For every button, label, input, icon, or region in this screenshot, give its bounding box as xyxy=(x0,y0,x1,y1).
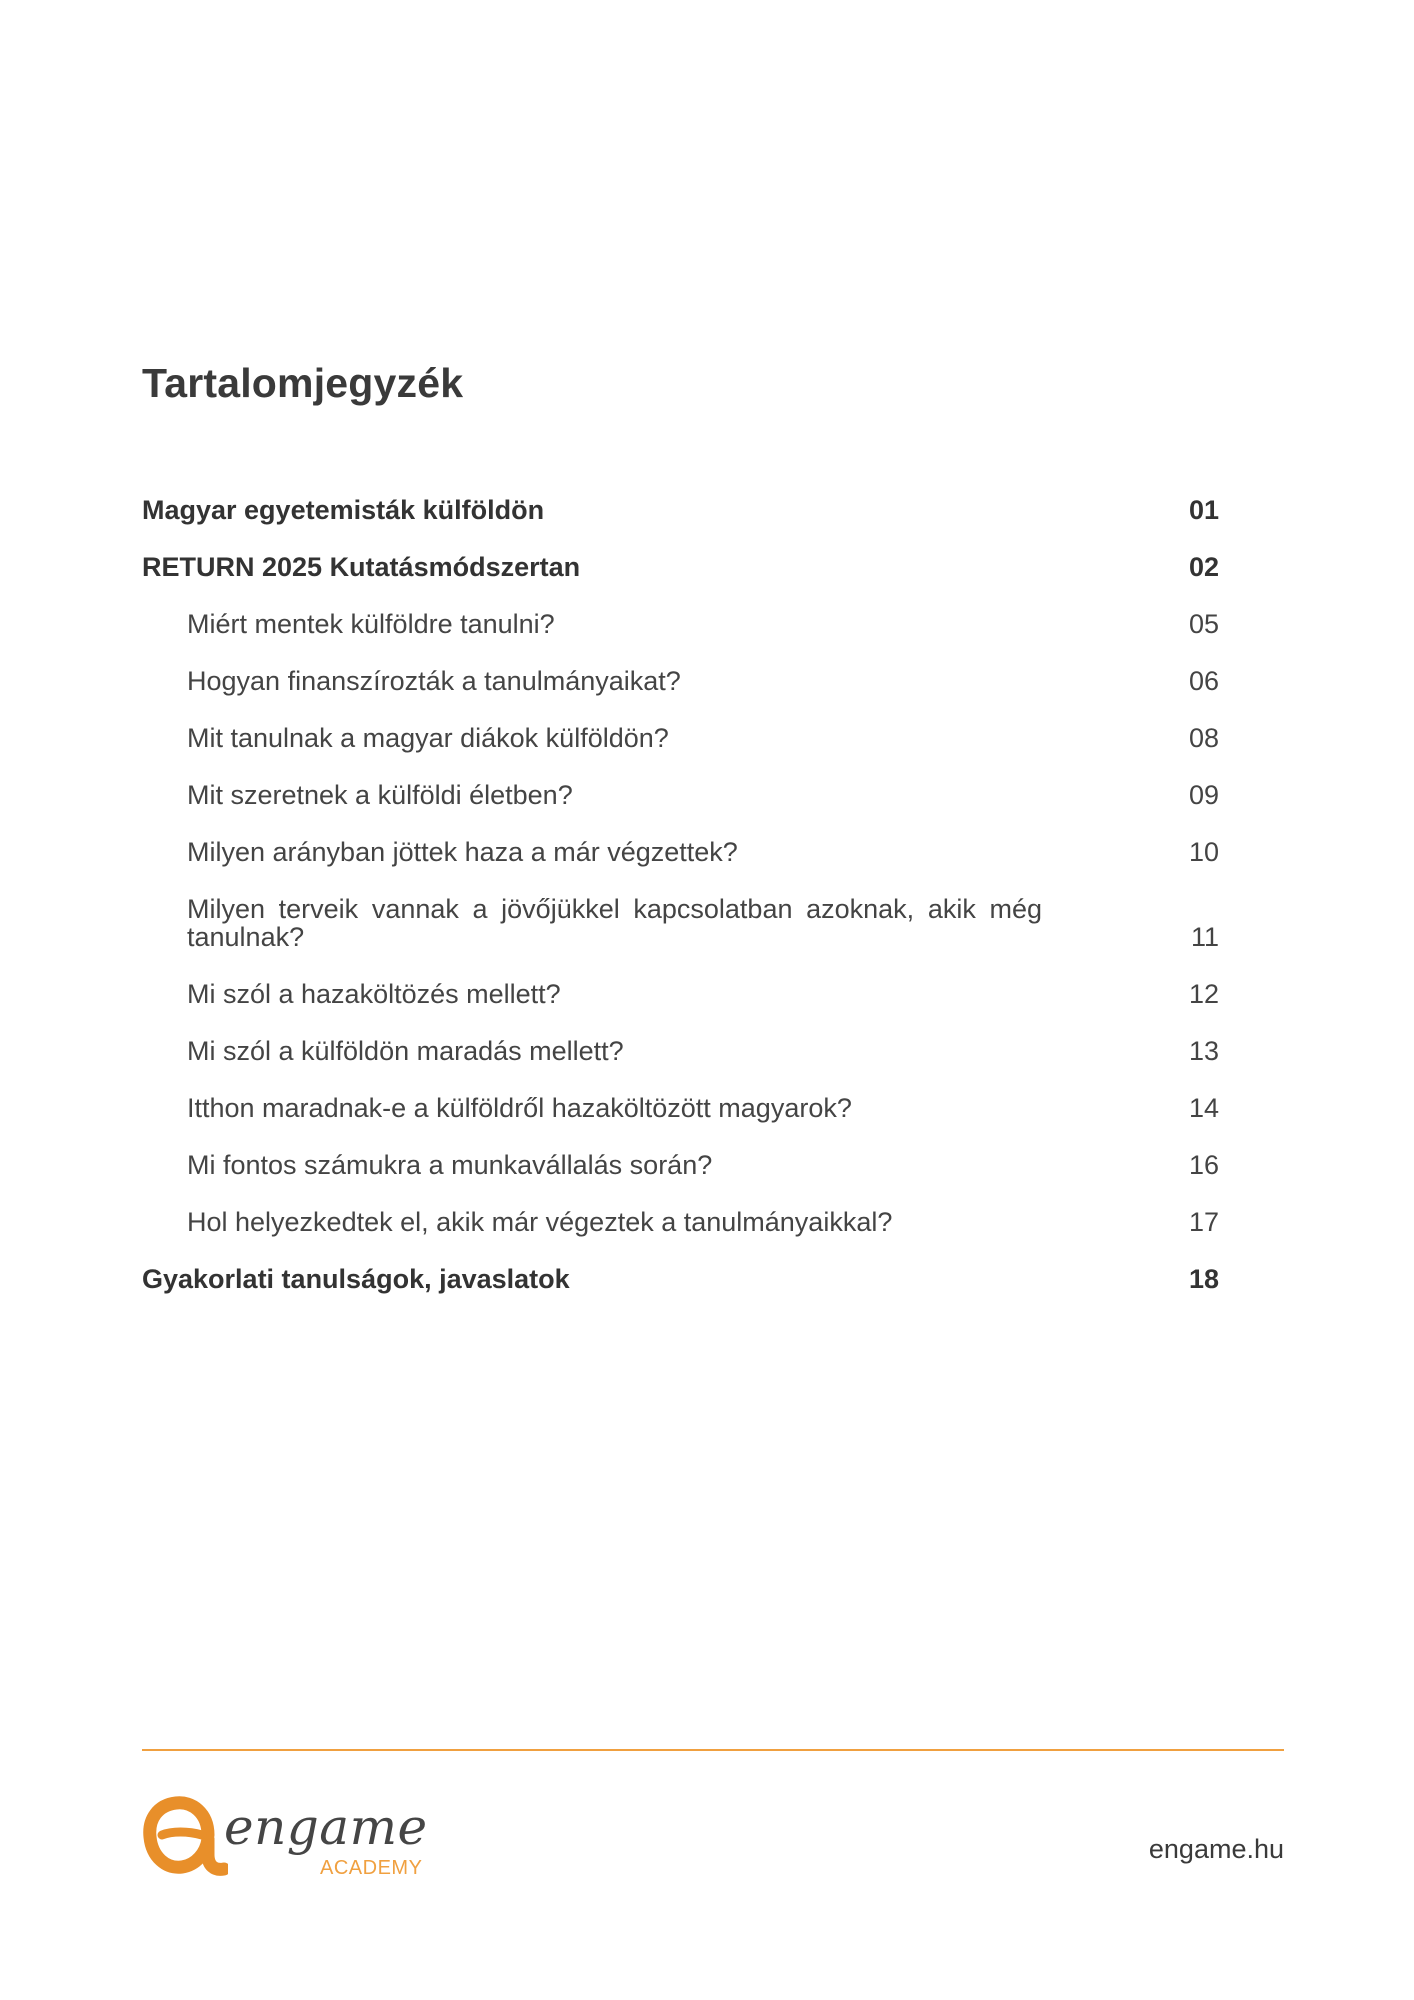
toc-entry[interactable] xyxy=(142,667,1219,695)
toc-entry-page: 09 xyxy=(1188,780,1219,810)
engame-academy-logo xyxy=(142,1795,442,1885)
toc-entry-page: 02 xyxy=(1188,552,1219,582)
toc-entry[interactable] xyxy=(142,1208,1219,1236)
toc-entry[interactable] xyxy=(142,553,1219,581)
toc-entry[interactable] xyxy=(142,1037,1219,1065)
table-of-contents xyxy=(142,496,1219,1293)
toc-entry-title: Hol helyezkedtek el, akik már végeztek a tanulmányaikkal? xyxy=(187,1207,893,1237)
toc-entry[interactable] xyxy=(142,980,1219,1008)
toc-entry[interactable] xyxy=(142,1094,1219,1122)
toc-entry[interactable] xyxy=(142,838,1219,866)
toc-entry[interactable] xyxy=(142,610,1219,638)
toc-entry-page: 10 xyxy=(1188,837,1219,867)
toc-entry-title: Milyen terveik vannak a jövőjükkel kapcsolatban azoknak, akik még tanulnak? xyxy=(187,894,1042,952)
toc-entry[interactable] xyxy=(142,724,1219,752)
toc-entry[interactable] xyxy=(142,1151,1219,1179)
page-title: Tartalomjegyzék xyxy=(142,360,464,406)
toc-entry-title: Gyakorlati tanulságok, javaslatok xyxy=(142,1264,570,1294)
toc-entry[interactable] xyxy=(142,895,1219,951)
toc-entry-page: 11 xyxy=(1190,922,1219,952)
toc-entry-title: Itthon maradnak-e a külföldről hazaköltözött magyarok? xyxy=(187,1093,852,1123)
toc-entry[interactable] xyxy=(142,1265,1219,1293)
logo-subtitle: ACADEMY xyxy=(320,1857,423,1879)
logo-a-mark-icon xyxy=(142,1795,228,1879)
toc-entry-title: Miért mentek külföldre tanulni? xyxy=(187,609,555,639)
toc-entry-title: Magyar egyetemisták külföldön xyxy=(142,495,545,525)
toc-entry-page: 16 xyxy=(1188,1150,1219,1180)
toc-entry-page: 06 xyxy=(1188,666,1219,696)
toc-entry-title: Mit szeretnek a külföldi életben? xyxy=(187,780,573,810)
website-url[interactable]: engame.hu xyxy=(1148,1834,1284,1864)
toc-entry[interactable] xyxy=(142,496,1219,524)
toc-entry-page: 13 xyxy=(1188,1036,1219,1066)
toc-entry-title: Hogyan finanszírozták a tanulmányaikat? xyxy=(187,666,681,696)
footer-divider xyxy=(142,1749,1284,1751)
toc-entry-title: Milyen arányban jöttek haza a már végzettek? xyxy=(187,837,738,867)
toc-entry-page: 01 xyxy=(1188,495,1219,525)
toc-entry-page: 17 xyxy=(1188,1207,1219,1237)
toc-entry-page: 08 xyxy=(1188,723,1219,753)
toc-entry[interactable] xyxy=(142,781,1219,809)
toc-entry-page: 14 xyxy=(1188,1093,1219,1123)
logo-wordmark: engame xyxy=(224,1798,428,1856)
toc-entry-title: RETURN 2025 Kutatásmódszertan xyxy=(142,552,581,582)
toc-entry-page: 18 xyxy=(1188,1264,1219,1294)
toc-entry-page: 12 xyxy=(1188,979,1219,1009)
toc-entry-title: Mi szól a hazaköltözés mellett? xyxy=(187,979,561,1009)
toc-entry-page: 05 xyxy=(1188,609,1219,639)
toc-entry-title: Mi szól a külföldön maradás mellett? xyxy=(187,1036,624,1066)
toc-entry-title: Mi fontos számukra a munkavállalás során? xyxy=(187,1150,713,1180)
toc-entry-title: Mit tanulnak a magyar diákok külföldön? xyxy=(187,723,669,753)
